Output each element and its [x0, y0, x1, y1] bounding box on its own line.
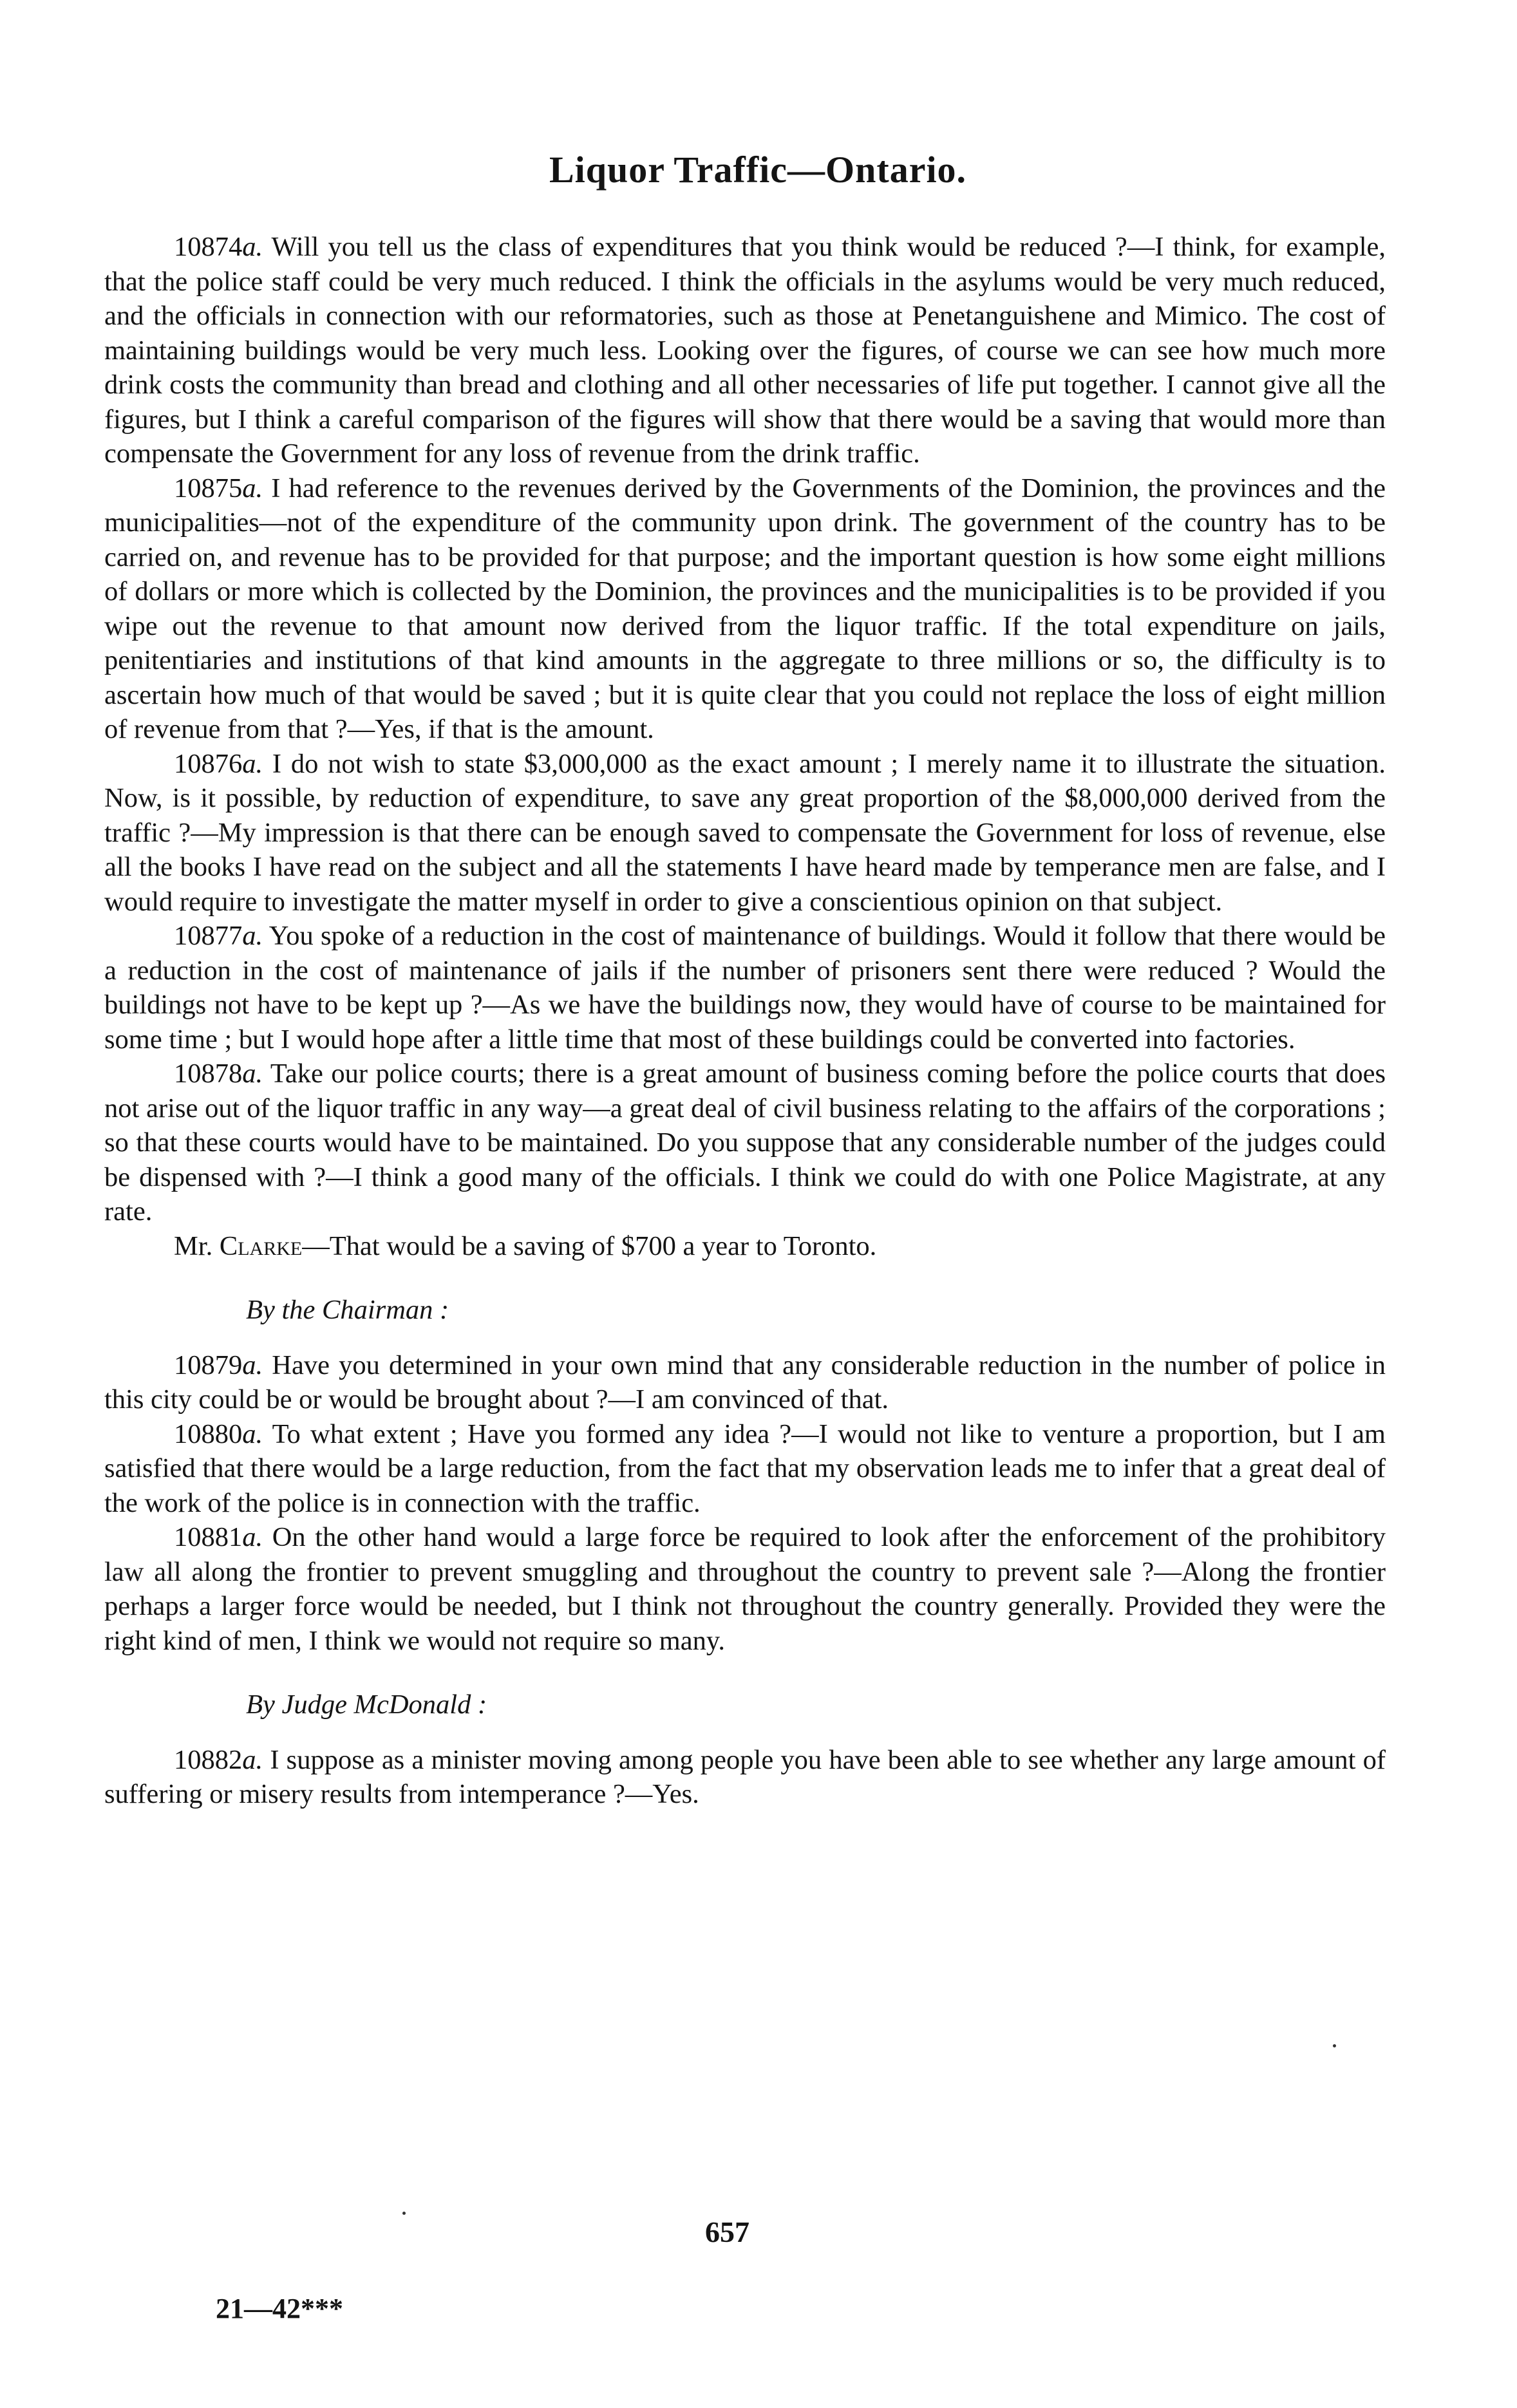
question-number: 10875a.	[174, 473, 263, 503]
printer-signature-mark: 21—42***	[216, 2293, 343, 2324]
paragraph-text: Take our police courts; there is a great amount of business coming before the police courts that does not arise out of the liquor traffic in any way—a great deal of civil business relating to the affairs of the corporations ; so that these courts would have to be maintained. Do you suppose that any considerable number of the judges could be dispensed with ?—I think a good many of the officials. I think we could do with one Police Magistrate, at any rate.	[104, 1058, 1386, 1227]
page-title: Liquor Traffic—Ontario.	[549, 149, 967, 191]
paragraph-10875a	[104, 471, 1386, 747]
question-number: 10879a.	[174, 1350, 263, 1380]
paragraph-10880a	[104, 1417, 1386, 1521]
document-page	[104, 148, 1386, 1812]
speaker-name: Clarke	[219, 1230, 303, 1261]
paragraph-text: I suppose as a minister moving among people you have been able to see whether any large amount of suffering or misery results from intemperance ?—Yes.	[104, 1744, 1386, 1809]
paragraph-text: I had reference to the revenues derived by the Governments of the Dominion, the provinces and the municipalities—not of the expenditure of the community upon drink. The government of the country has to be carried on, and revenue has to be provided for that purpose; and the important question is how some eight millions of dollars or more which is collected by the Dominion, the provinces and the municipalities is to be provided if you wipe out the revenue to that amount now derived from the liquor traffic. If the total expenditure on jails, penitentiaries and institutions of that kind amounts in the aggregate to three millions or so, the difficulty is to ascertain how much of that would be saved ; but it is quite clear that you could not replace the loss of eight million of revenue from that ?—Yes, if that is the amount.	[104, 473, 1386, 744]
question-number: 10877a.	[174, 921, 263, 951]
paragraph-10876a	[104, 747, 1386, 919]
clarke-statement: Mr. Clarke—That would be a saving of $700 a year to Toronto.	[174, 1230, 877, 1261]
paragraph-text: Have you determined in your own mind that any considerable reduction in the number of police in this city could be or would be brought about ?—I am convinced of that.	[104, 1350, 1386, 1415]
question-number: 10874a.	[174, 232, 263, 262]
paragraph-text: To what extent ; Have you formed any idea ?—I would not like to venture a proportion, but I am satisfied that there would be a large reduction, from the fact that my observation leads me to infer that a great deal of the work of the police is in connection with the traffic.	[104, 1418, 1386, 1518]
paragraph-text: You spoke of a reduction in the cost of maintenance of buildings. Would it follow that there would be a reduction in the cost of maintenance of jails if the number of prisoners sent there were reduced ? Would the buildings not have to be kept up ?—As we have the buildings now, they would have of course to be maintained for some time ; but I would hope after a little time that most of these buildings could be converted into factories.	[104, 921, 1386, 1055]
section-heading-judge: By Judge McDonald :	[246, 1689, 487, 1720]
paragraph-10881a	[104, 1520, 1386, 1658]
question-number: 10881a.	[174, 1522, 263, 1552]
paragraph-10877a	[104, 919, 1386, 1057]
paragraph-10874a	[104, 230, 1386, 471]
question-number: 10882a.	[174, 1744, 263, 1775]
paragraph-text: On the other hand would a large force be required to look after the enforcement of the prohibitory law all along the frontier to prevent smuggling and throughout the country to prevent sale ?—Along the frontier perhaps a larger force would be needed, but I think not throughout the country generally. Provided they were the right kind of men, I think we would not require so many.	[104, 1522, 1386, 1656]
question-number: 10878a.	[174, 1058, 263, 1089]
page-number: 657	[705, 2215, 749, 2248]
paragraph-10882a	[104, 1743, 1386, 1812]
document-body	[104, 230, 1386, 1812]
section-heading-chairman: By the Chairman :	[246, 1295, 449, 1325]
paragraph-10878a	[104, 1057, 1386, 1229]
paragraph-10879a	[104, 1348, 1386, 1417]
paragraph-text: Will you tell us the class of expenditures that you think would be reduced ?—I think, for example, that the police staff could be very much reduced. I think the officials in the asylums would be very much reduced, and the officials in connection with our reformatories, such as those at Penetanguishene and Mimico. The cost of maintaining buildings would be very much less. Looking over the figures, of course we can see how much more drink costs the community than bread and clothing and all other necessaries of life put together. I cannot give all the figures, but I think a careful comparison of the figures will show that there would be a saving that would more than compensate the Government for any loss of revenue from the drink traffic.	[104, 232, 1386, 469]
paragraph-text: I do not wish to state $3,000,000 as the exact amount ; I merely name it to illustrate the situation. Now, is it possible, by reduction of expenditure, to save any great proportion of the $8,000,000 derived from the traffic ?—My impression is that there can be enough saved to compensate the Government for loss of revenue, else all the books I have read on the subject and all the statements I have heard made by temperance men are false, and I would require to investigate the matter myself in order to give a conscientious opinion on that subject.	[104, 748, 1386, 917]
question-number: 10880a.	[174, 1418, 263, 1449]
print-speck	[1333, 2044, 1336, 2047]
question-number: 10876a.	[174, 748, 263, 779]
print-speck	[402, 2212, 406, 2215]
